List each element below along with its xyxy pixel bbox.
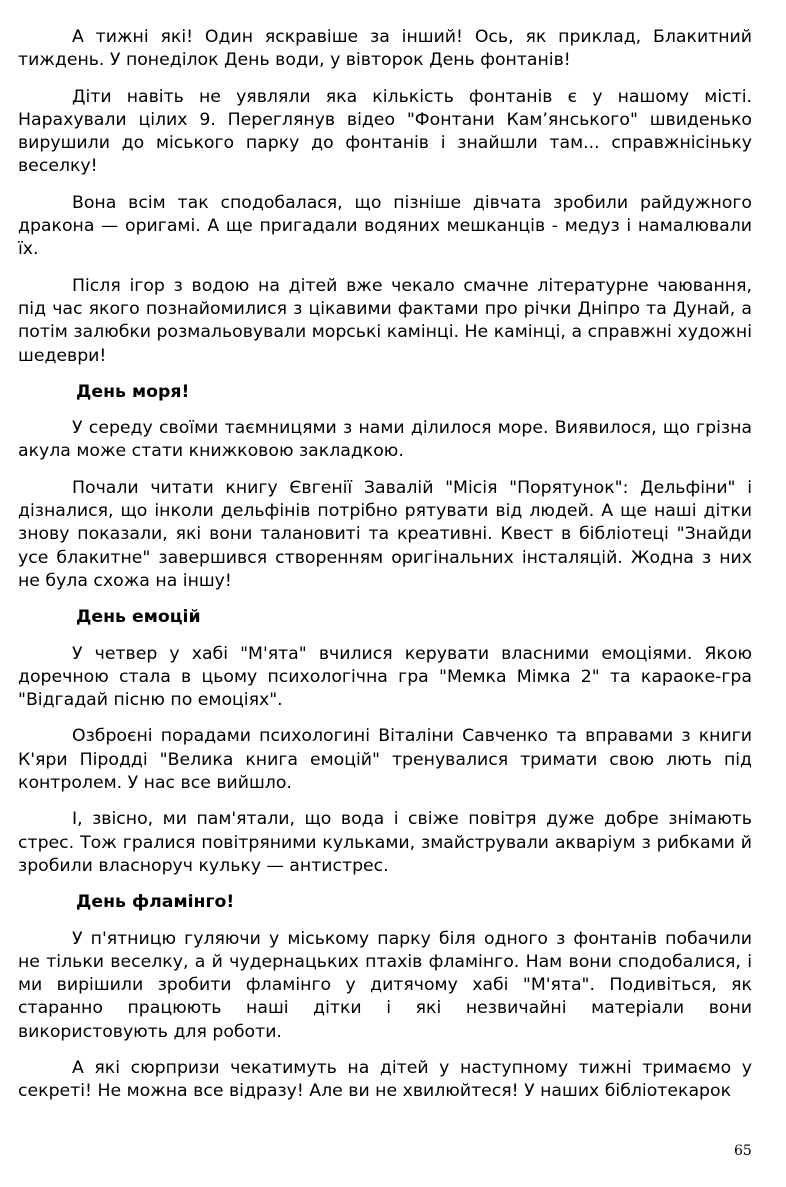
paragraph-dragon-origami: Вона всім так сподобалася, що пізніше дівчата зробили райдужного дракона — оригамі. А ще пригадали водяних мешканців - медуз і намалювали їх. (18, 192, 752, 260)
paragraph-friday-flamingo: У п'ятницю гуляючи у міському парку біля одного з фонтанів побачили не тільки веселку, а й чудернацьких птахів фламінго. Нам вони сподобалися, і ми вирішили зробити фламінго у дитячому хабі "М'ята". Подивіться, як старанно працюють наші дітки і які незвичайні матеріали вони використовують для роботи. (18, 928, 752, 1042)
heading-sea-day: День моря! (76, 381, 190, 402)
paragraph-fountains: Діти навіть не уявляли яка кількість фонтанів є у нашому місті. Нарахували цілих 9. Переглянув відео "Фонтани Кам’янського" швиденько вирушили до міського парку до фонтанів і знайшли там... справжнісіньку веселку! (18, 86, 752, 177)
paragraph-literary-tea: Після ігор з водою на дітей вже чекало смачне літературне чаювання, під час якого познайомилися з цікавими фактами про річки Дніпро та Дунай, а потім залюбки розмальовували морські камінці. Не камінці, а справжні художні шедеври! (18, 275, 752, 366)
paragraph-blue-week: А тижні які! Один яскравіше за інший! Ось, як приклад, Блакитний тиждень. У понеділок День води, у вівторок День фонтанів! (18, 27, 752, 71)
heading-flamingo-day: День фламінго! (76, 892, 235, 913)
heading-emotions-day: День емоцій (76, 607, 201, 628)
paragraph-psychologist-advice: Озброєні порадами психологині Віталіни Савченко та вправами з книги К'яри Піродді "Велика книга емоцій" тренувалися тримати свою лють під контролем. У нас все вийшло. (18, 726, 752, 794)
paragraph-wednesday-sea: У середу своїми таємницями з нами ділилося море. Виявилося, що грізна акула може стати книжковою закладкою. (18, 418, 752, 462)
paragraph-next-week-surprises: А які сюрпризи чекатимуть на дітей у наступному тижні тримаємо у секреті! Не можна все відразу! Але ви не хвилюйтеся! У наших бібліотекарок (18, 1057, 752, 1102)
paragraph-antistress: І, звісно, ми пам'ятали, що вода і свіже повітря дуже добре знімають стрес. Тож гралися повітряними кульками, змайстрували акваріум з рибками й зробили власноруч кульку — антистрес. (18, 809, 752, 876)
document-page (18, 26, 752, 1117)
paragraph-thursday-emotions: У четвер у хабі "М'ята" вчилися керувати власними емоціями. Якою доречною стала в цьому психологічна гра "Мемка Мімка 2" та караоке-гра "Відгадай пісню по емоціях". (18, 643, 752, 711)
paragraph-dolphins-book: Почали читати книгу Євгенії Завалій "Місія "Порятунок": Дельфіни" і дізналися, що інколи дельфінів потрібно рятувати від людей. А ще наші дітки знову показали, які вони талановиті та креативні. Квест в бібліотеці "Знайди усе блакитне" завершився створенням оригінальних інсталяцій. Жодна з них не була схожа на іншу! (18, 477, 752, 591)
page-number: 65 (734, 1143, 752, 1159)
